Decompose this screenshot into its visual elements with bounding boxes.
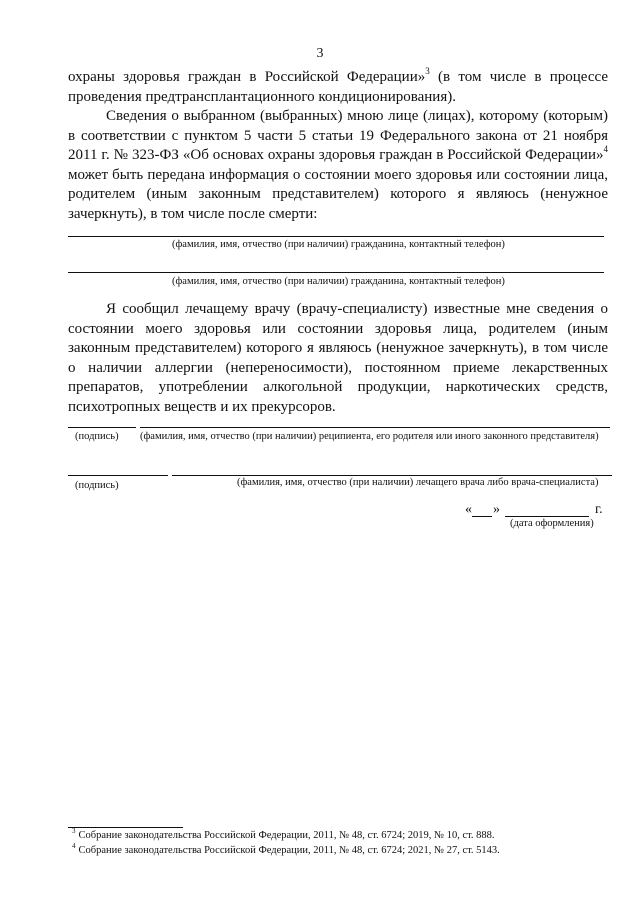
footnote-3	[72, 826, 495, 841]
footnote-3-text: Собрание законодательства Российской Федерации, 2011, № 48, ст. 6724; 2019, № 10, ст. 888.	[78, 830, 495, 841]
footnote-4-num: 4	[72, 841, 76, 850]
recipient-name-line	[140, 427, 610, 428]
footnote-ref-4: 4	[603, 144, 608, 154]
doctor-name-label: (фамилия, имя, отчество (при наличии) лечащего врача либо врача-специалиста)	[237, 477, 599, 488]
date-close-quote: »	[493, 502, 500, 517]
doctor-name-line	[172, 475, 612, 476]
footnote-4-text: Собрание законодательства Российской Федерации, 2011, № 48, ст. 6724; 2021, № 27, ст. 5143.	[78, 845, 500, 856]
paragraph-3	[68, 300, 608, 417]
paragraph-2	[68, 107, 608, 224]
contact-line-1	[68, 236, 604, 237]
signature-label-1: (подпись)	[75, 431, 119, 442]
paragraph-2-text-after: может быть передана информация о состоянии моего здоровья или состоянии лица, родителем (иным законным представителем) которого я являюсь (ненужное зачеркнуть), в том числе после смерти:	[68, 166, 608, 222]
contact-caption-1: (фамилия, имя, отчество (при наличии) гражданина, контактный телефон)	[172, 239, 505, 250]
signature-label-2: (подпись)	[75, 480, 119, 491]
recipient-name-label: (фамилия, имя, отчество (при наличии) реципиента, его родителя или иного законного представителя)	[140, 431, 599, 442]
paragraph-2-text: Сведения о выбранном (выбранных) мною лице (лицах), которому (которым) в соответствии с пунктом 5 части 5 статьи 19 Федерального закона от 21 ноября 2011 г. № 323-ФЗ «Об основах охраны здоровья граждан в Российской Федерации»	[68, 108, 608, 163]
signature-line-2	[68, 475, 168, 476]
contact-line-2	[68, 272, 604, 273]
paragraph-3-text: Я сообщил лечащему врачу (врачу-специалисту) известные мне сведения о состоянии моего здоровья или состоянии здоровья лица, родителем (иным законным представителем) которого я являюсь (ненужное зачеркнуть), в том числе о наличии аллергии (непереносимости), постоянном приеме лекарственных препаратов, употреблении алкогольной продукции, наркотических средств, психотропных веществ и их прекурсоров.	[68, 301, 608, 415]
footnote-4	[72, 841, 500, 856]
footnote-3-num: 3	[72, 826, 76, 835]
paragraph-1	[68, 68, 608, 107]
date-month-line	[505, 516, 589, 517]
paragraph-1-text-after: (в том числе в процессе проведения предтрансплантационного кондиционирования).	[68, 69, 608, 105]
signature-line-1	[68, 427, 136, 428]
footnote-ref-3: 3	[425, 66, 430, 76]
date-open-quote: «	[465, 502, 472, 517]
contact-caption-2: (фамилия, имя, отчество (при наличии) гражданина, контактный телефон)	[172, 276, 505, 287]
date-caption: (дата оформления)	[510, 518, 594, 529]
paragraph-1-text: охраны здоровья граждан в Российской Федерации»	[68, 69, 426, 85]
footnote-divider	[68, 827, 183, 828]
date-day-line	[472, 516, 492, 517]
date-year-suffix: г.	[595, 502, 603, 517]
page-number: 3	[316, 46, 324, 61]
